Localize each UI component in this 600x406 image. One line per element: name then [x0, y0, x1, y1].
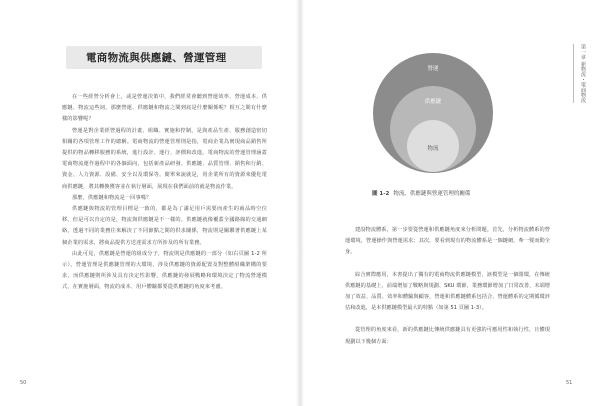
figure-caption-text: 物流、供應鏈與營運管理的關係 — [393, 191, 471, 197]
section-title-bar — [66, 46, 262, 69]
ring-label-operations: 營運 — [427, 66, 439, 72]
book-gutter — [296, 0, 304, 406]
left-paragraph: 營運是對企業經營過程的計畫、組織、實施和控制，是與產品生產、服務創造密切相關的各項管理工作的總稱。電商物流的營運管理則是指，電商企業為實現商品銷售所提供的物品轉移服務的系統，進行設計、運行、評價和改進。電商物流的營運管理涵蓋電商物流運作過程中的各個面向，包括新產品研發、供應鏈、品質管理、銷售和行銷、資金、人力資源、設備、安全以及環保等。簡單來說就是，用企業所有的資源來優化電商供應鏈，將其轉換獲客並在執行層面，展現在我們面前的就是物流作業。 — [62, 127, 267, 190]
right-page-number: 51 — [566, 380, 573, 386]
left-paragraph: 由此可見，供應鏈是營運的組成分子，物流則是供應鏈的一部分（如右頁圖 1-2 所示）。營運管理是供應鏈管理的大環境，涉及供應鏈的資源配置及對整體組織架構的要求，而供應鏈則所涉及具有決定性影響，供應鏈的發展戰略和環境決定了物流營運模式，在實施層面，物流的成本、用戶體驗都要從供應鏈的角度來考慮。 — [62, 250, 267, 291]
ring-label-supply-chain: 供應鏈 — [424, 99, 442, 105]
chapter-tab: 第一章 新物流・電商物流 — [573, 44, 586, 103]
right-paragraph: 建設物流體系，第一步要從營運和供應鏈角度來分析問題。首先，分析物流體系的營運環境，營運操作與營運需求；其次，要看到現有的物流體系是一個鏈網，牽一髮而動全身。 — [345, 227, 550, 256]
right-paragraph: 從管理的角度來看，新的供應鏈比傳統供應鏈具有更強的可應用性和執行性，且體現規劃以下幾個方面： — [345, 327, 550, 345]
left-page-number: 50 — [20, 380, 27, 386]
figure-number: 圖 1-2 — [372, 191, 390, 197]
left-paragraph: 在一些經營分析會上，或是營運決策中，我們經常會聽到營運效率、營運成本、供應鏈、物流這些詞，那麼營運、供應鏈和物流之間到底是什麼關係呢？相互之間有什麼樣的影響呢？ — [62, 94, 267, 123]
nested-circles-diagram — [372, 46, 494, 181]
left-paragraph: 供應鏈與物流的管理目標是一致的，都是為了滿足用戶需要而產生的商品時空位移。但是可以肯定的是，物流與供應鏈是不一樣的。供應鏈就像覆蓋全國路線的交通網絡，透過不同的業務往來解決了不同節點之間的供求關係，物流則是關聯著供應鏈上某個企業的需求，將商品提供方送達需求方所涉及的所有業務。 — [62, 206, 267, 246]
section-title: 電商物流與供應鏈、營運管理 — [86, 52, 227, 64]
ring-label-logistics: 物流 — [427, 146, 439, 152]
right-paragraph: 綜合實際應用，本書提出了獨有的電商物流供應鏈模型，該模型是一個閉環，在傳統供應鏈的基礎上，前端增加了戰略與規劃、SKU 環節，業務環節增加了日常改善，末端增加了效益、品質、效率和體驗與顧客，營運和供應鏈體系包括合、營運體系的定期循環評估和改進，是本供應鏈模型最大的特點（如第 51 頁圖 1-3）。 — [345, 271, 550, 312]
figure-caption — [372, 189, 470, 197]
left-paragraph: 那麼，供應鏈和物流是一回事嗎？ — [72, 194, 152, 201]
left-body-text — [62, 92, 267, 294]
right-body-text — [345, 225, 550, 348]
